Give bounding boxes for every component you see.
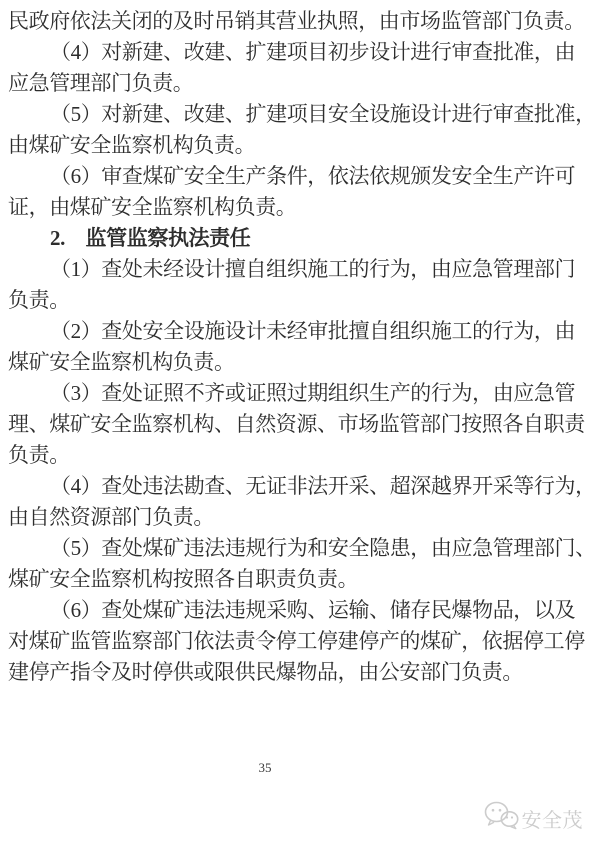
text-line: 负责。 bbox=[8, 288, 70, 312]
text-line: 由自然资源部门负责。 bbox=[8, 505, 214, 529]
wechat-chat-bubbles-icon bbox=[483, 800, 519, 837]
text-line: 负责。 bbox=[8, 443, 70, 467]
document-body bbox=[8, 6, 594, 688]
text-line: 建停产指令及时停供或限供民爆物品，由公安部门负责。 bbox=[8, 660, 523, 684]
text-line: 理、煤矿安全监察机构、自然资源、市场监管部门按照各自职责 bbox=[8, 412, 585, 436]
text-line: （4）查处违法勘查、无证非法开采、超深越界开采等行为， bbox=[50, 474, 596, 498]
text-line: （6）查处煤矿违法违规采购、运输、储存民爆物品，以及 bbox=[50, 598, 576, 622]
text-line: 对煤矿监管监察部门依法责令停工停建停产的煤矿，依据停工停 bbox=[8, 629, 585, 653]
text-line: 应急管理部门负责。 bbox=[8, 71, 194, 95]
text-line: （2）查处安全设施设计未经审批擅自组织施工的行为，由 bbox=[50, 319, 576, 343]
page-number: 35 bbox=[258, 760, 272, 775]
text-line: 由煤矿安全监察机构负责。 bbox=[8, 133, 256, 157]
text-line: （5）查处煤矿违法违规行为和安全隐患，由应急管理部门、 bbox=[50, 536, 596, 560]
text-line: （5）对新建、改建、扩建项目安全设施设计进行审查批准， bbox=[50, 102, 596, 126]
text-line: 证，由煤矿安全监察机构负责。 bbox=[8, 195, 297, 219]
watermark-text: 安全茂 bbox=[521, 810, 583, 832]
text-line: （1）查处未经设计擅自组织施工的行为，由应急管理部门 bbox=[50, 257, 576, 281]
text-line: 煤矿安全监察机构负责。 bbox=[8, 350, 235, 374]
text-line: 民政府依法关闭的及时吊销其营业执照，由市场监管部门负责。 bbox=[8, 9, 585, 33]
text-line: 煤矿安全监察机构按照各自职责负责。 bbox=[8, 567, 359, 591]
section-heading: 2. 监管监察执法责任 bbox=[50, 226, 251, 250]
text-line: （4）对新建、改建、扩建项目初步设计进行审查批准，由 bbox=[50, 40, 576, 64]
text-line: （6）审查煤矿安全生产条件，依法依规颁发安全生产许可 bbox=[50, 164, 576, 188]
watermark bbox=[483, 800, 584, 837]
text-line: （3）查处证照不齐或证照过期组织生产的行为，由应急管 bbox=[50, 381, 576, 405]
